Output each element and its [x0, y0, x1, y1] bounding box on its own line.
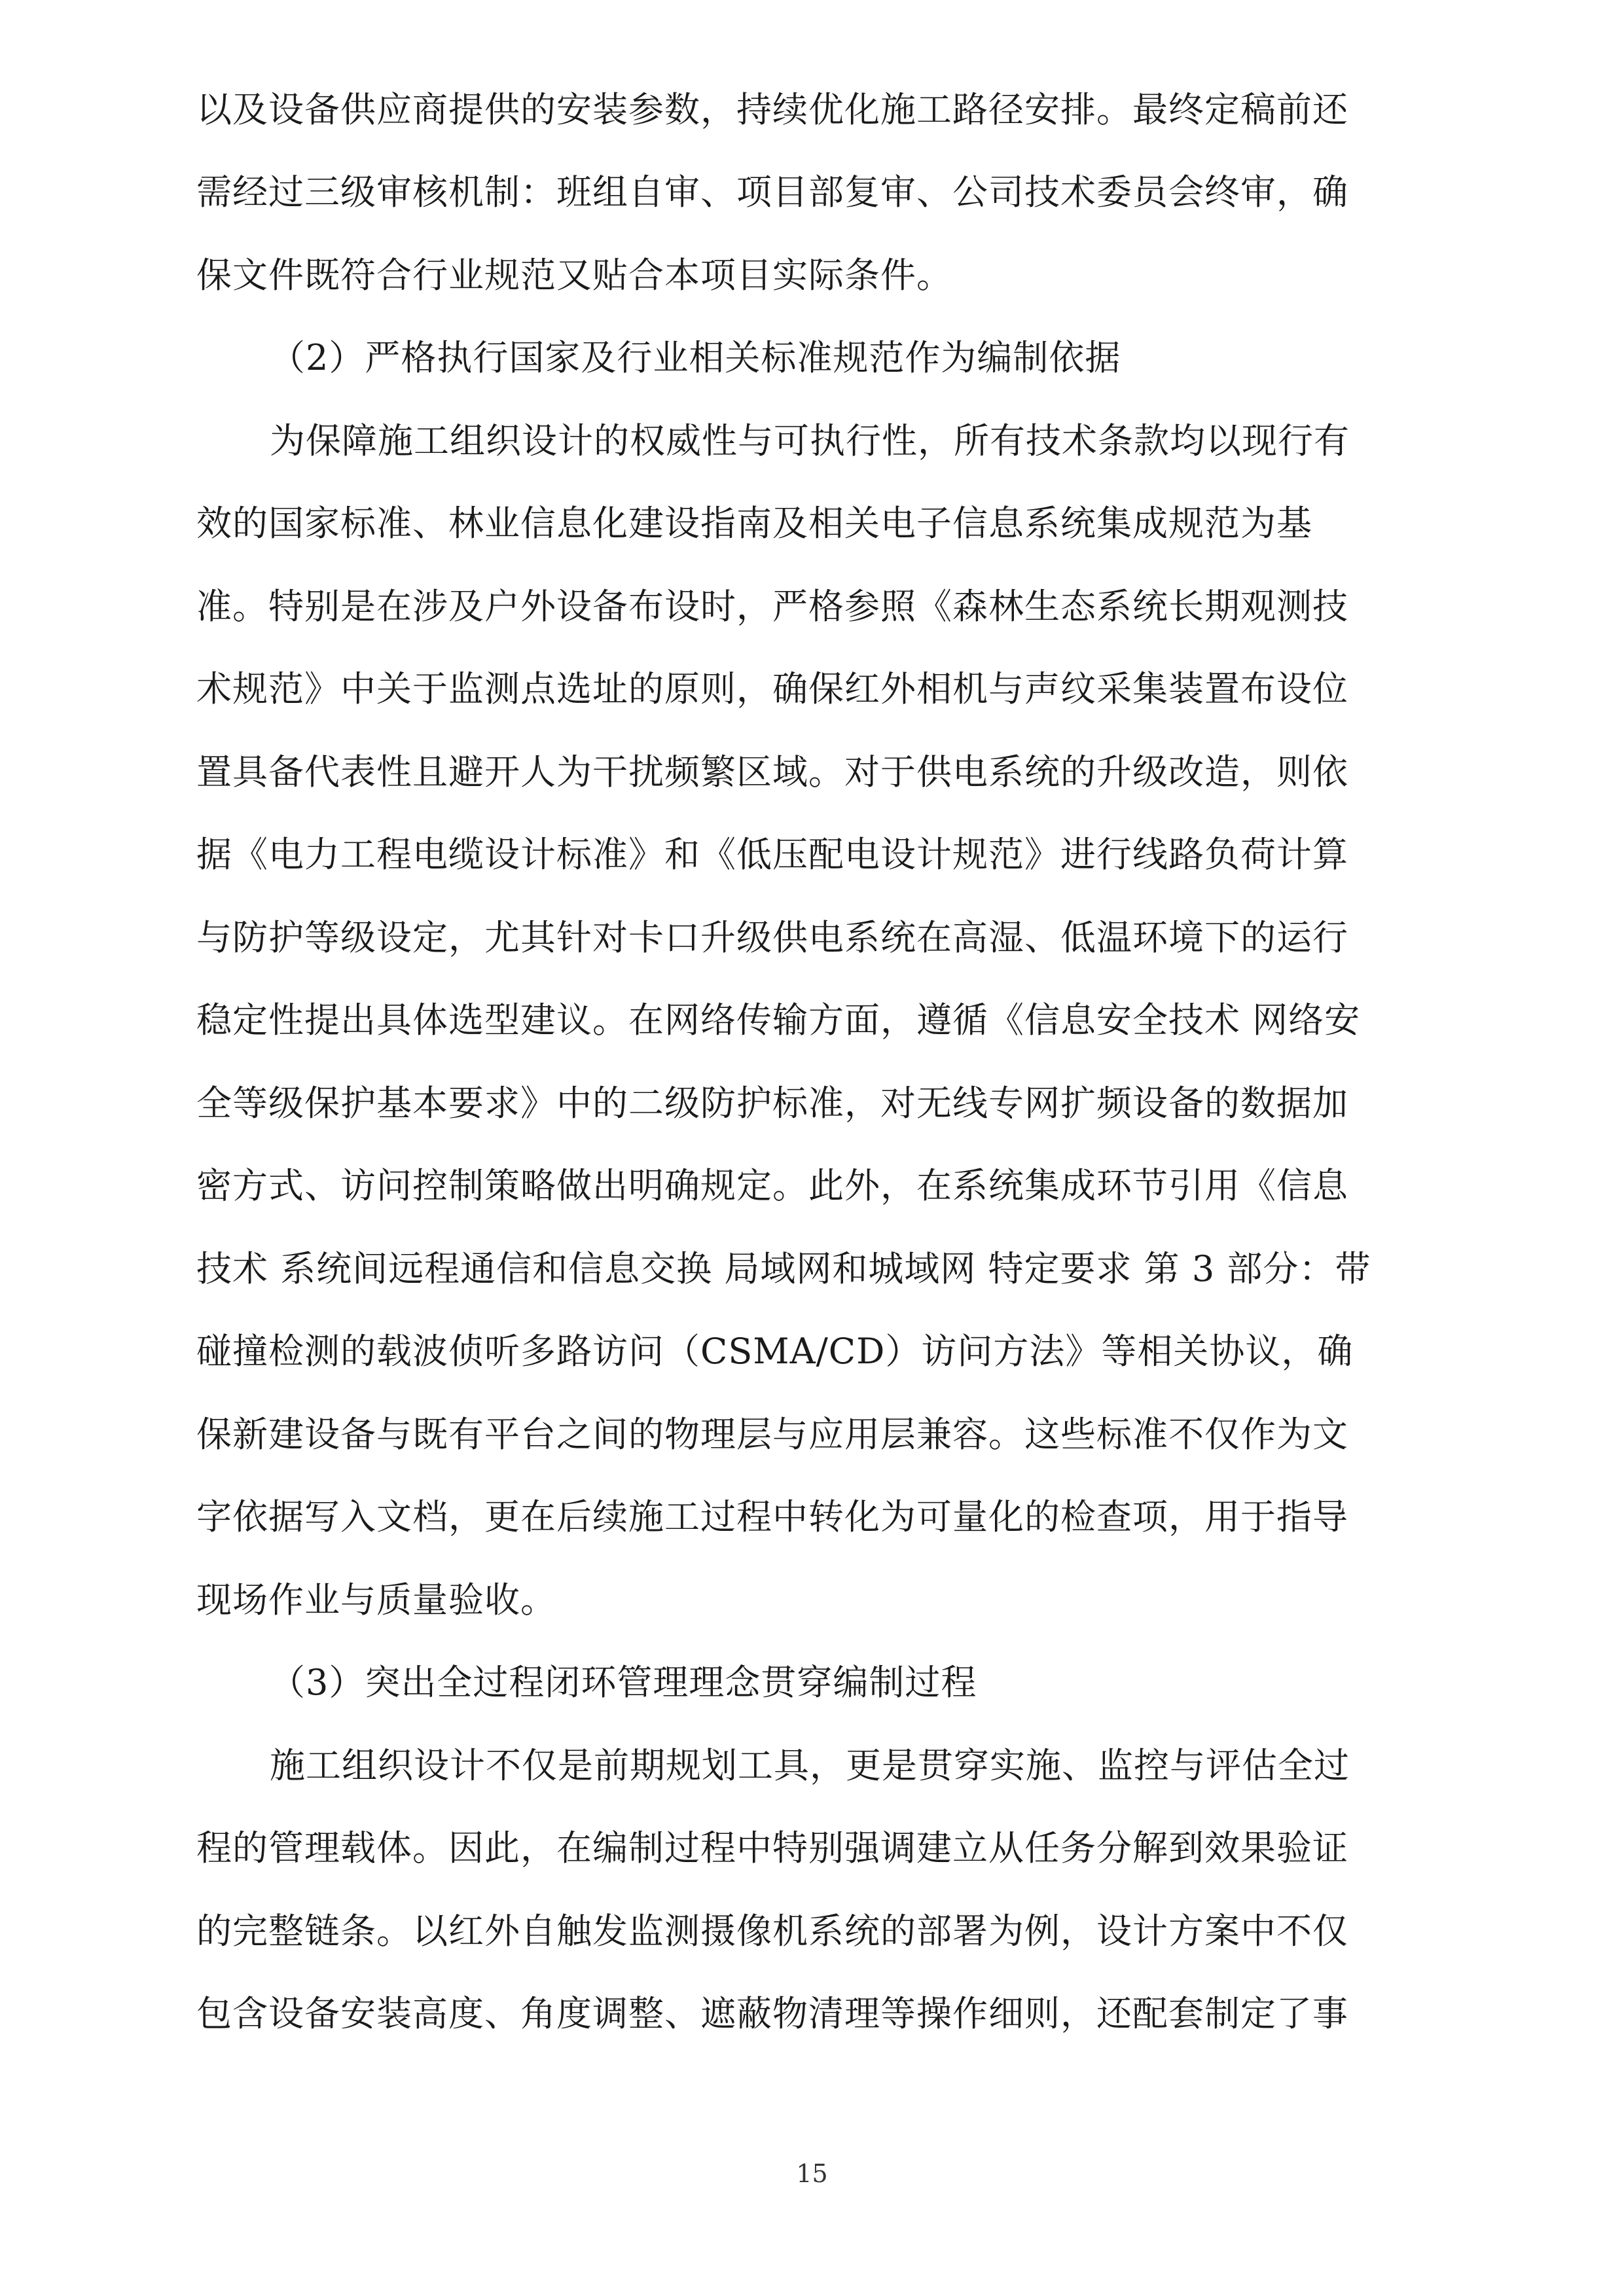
paragraph-line: 保文件既符合行业规范又贴合本项目实际条件。	[196, 255, 952, 296]
paragraph-line: 据《电力工程电缆设计标准》和《低压配电设计规范》进行线路负荷计算	[196, 834, 1348, 875]
section-heading-3: （3）突出全过程闭环管理理念贯穿编制过程	[270, 1662, 977, 1703]
paragraph-line: 置具备代表性且避开人为干扰频繁区域。对于供电系统的升级改造，则依	[196, 751, 1348, 793]
paragraph-line: 全等级保护基本要求》中的二级防护标准，对无线专网扩频设备的数据加	[196, 1083, 1348, 1124]
paragraph-line: 技术 系统间远程通信和信息交换 局域网和城域网 特定要求 第 3 部分：带	[196, 1248, 1371, 1289]
paragraph-line: 密方式、访问控制策略做出明确规定。此外，在系统集成环节引用《信息	[196, 1165, 1348, 1206]
paragraph-first-line: 为保障施工组织设计的权威性与可执行性，所有技术条款均以现行有	[270, 420, 1350, 461]
paragraph-line: 与防护等级设定，尤其针对卡口升级供电系统在高湿、低温环境下的运行	[196, 917, 1348, 958]
paragraph-line: 术规范》中关于监测点选址的原则，确保红外相机与声纹采集装置布设位	[196, 668, 1348, 709]
paragraph-line: 效的国家标准、林业信息化建设指南及相关电子信息系统集成规范为基	[196, 503, 1312, 544]
paragraph-line: 字依据写入文档，更在后续施工过程中转化为可量化的检查项，用于指导	[196, 1496, 1348, 1537]
paragraph-line: 保新建设备与既有平台之间的物理层与应用层兼容。这些标准不仅作为文	[196, 1414, 1348, 1455]
paragraph-line: 稳定性提出具体选型建议。在网络传输方面，遵循《信息安全技术 网络安	[196, 999, 1361, 1041]
paragraph-line: 程的管理载体。因此，在编制过程中特别强调建立从任务分解到效果验证	[196, 1827, 1348, 1869]
paragraph-line: 碰撞检测的载波侦听多路访问（CSMA/CD）访问方法》等相关协议，确	[196, 1331, 1354, 1372]
page-number: 15	[796, 2159, 828, 2188]
section-heading-2: （2）严格执行国家及行业相关标准规范作为编制依据	[270, 337, 1121, 378]
paragraph-line: 包含设备安装高度、角度调整、遮蔽物清理等操作细则，还配套制定了事	[196, 1993, 1348, 2034]
paragraph-line: 的完整链条。以红外自触发监测摄像机系统的部署为例，设计方案中不仅	[196, 1910, 1348, 1952]
paragraph-line: 准。特别是在涉及户外设备布设时，严格参照《森林生态系统长期观测技	[196, 586, 1348, 627]
paragraph-line: 需经过三级审核机制：班组自审、项目部复审、公司技术委员会终审，确	[196, 171, 1348, 213]
paragraph-line: 以及设备供应商提供的安装参数，持续优化施工路径安排。最终定稿前还	[196, 89, 1348, 130]
paragraph-first-line: 施工组织设计不仅是前期规划工具，更是贯穿实施、监控与评估全过	[270, 1745, 1350, 1786]
paragraph-line: 现场作业与质量验收。	[196, 1579, 556, 1621]
